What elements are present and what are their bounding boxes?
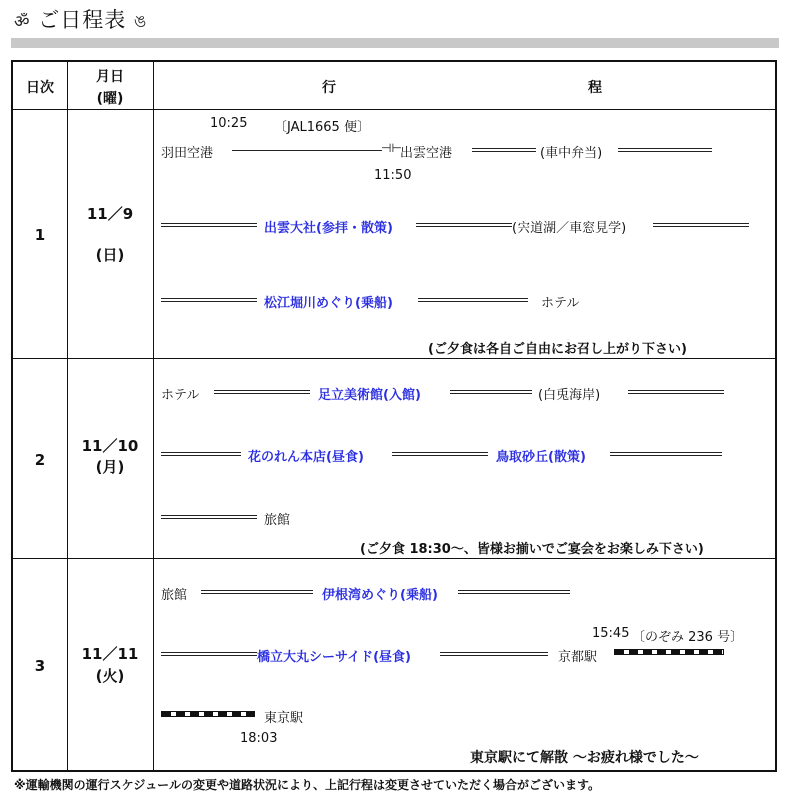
- col-divider-2: [153, 62, 154, 770]
- header-day: 日次: [26, 80, 54, 96]
- bus-route-line: [161, 452, 241, 456]
- row-divider-2: [13, 558, 775, 559]
- flight-route-line: [232, 150, 382, 151]
- day-3-train: 〔のぞみ 236 号〕: [632, 630, 744, 645]
- day-3-date: 11／11: [81, 645, 139, 663]
- bus-route-line: [161, 223, 257, 227]
- bus-route-line: [440, 652, 548, 656]
- bus-route-line: [618, 148, 712, 152]
- day-3-station-1: 京都駅: [558, 650, 598, 665]
- day-1-arrive-time: 11:50: [374, 168, 412, 183]
- day-3-start: 旅館: [161, 588, 188, 603]
- header-date-line2: (曜): [96, 91, 124, 107]
- day-1-meal: (車中弁当): [540, 146, 603, 161]
- bus-route-line: [161, 652, 257, 656]
- day-3-weekday: (火): [95, 667, 125, 685]
- bus-route-line: [628, 390, 724, 394]
- bus-route-line: [392, 452, 488, 456]
- footnote: ※運輸機関の運行スケジュールの変更や道路状況により、上記行程は変更させていただく場合がございます。: [14, 778, 600, 792]
- day-3-remark: 東京駅にて解散 ～お疲れ様でした～: [470, 750, 699, 766]
- day-2-spot-3: 鳥取砂丘(散策): [496, 450, 586, 465]
- schedule-table: [11, 60, 777, 772]
- bus-route-line: [450, 390, 532, 394]
- day-1-note-1: (宍道湖／車窓見学): [512, 221, 627, 236]
- day-1-depart: 羽田空港: [161, 146, 214, 161]
- day-3-spot-2: 橋立大丸シーサイド(昼食): [257, 650, 411, 665]
- ornament-left-icon: ॐ: [14, 12, 31, 32]
- day-1-weekday: (日): [95, 246, 125, 264]
- bus-route-line: [472, 148, 536, 152]
- day-3-station-2: 東京駅: [264, 711, 304, 726]
- day-1-number: 1: [34, 226, 46, 244]
- plane-mark-icon: ⊣⊢: [381, 141, 402, 155]
- bus-route-line: [610, 452, 722, 456]
- page-title-wrap: [14, 4, 147, 37]
- bus-route-line: [416, 223, 512, 227]
- page-title: ご日程表: [38, 8, 127, 32]
- train-route-line: [614, 649, 724, 655]
- day-2-spot-1: 足立美術館(入館): [318, 388, 421, 403]
- day-3-arrive-time: 18:03: [240, 731, 278, 746]
- day-1-flight: 〔JAL1665 便〕: [274, 120, 370, 135]
- day-2-spot-2: 花のれん本店(昼食): [248, 450, 364, 465]
- header-itinerary-1: 行: [322, 80, 336, 96]
- header-itinerary-2: 程: [588, 80, 602, 96]
- day-1-remark: (ご夕食は各自ご自由にお召し上がり下さい): [428, 342, 687, 357]
- day-2-date: 11／10: [81, 437, 139, 455]
- train-route-line: [161, 711, 255, 717]
- day-3-train-time: 15:45: [592, 626, 630, 641]
- day-1-spot-2: 松江堀川めぐり(乗船): [264, 296, 393, 311]
- day-1-arrive: 出雲空港: [400, 146, 453, 161]
- header-divider: [13, 109, 775, 110]
- day-1-end: ホテル: [541, 296, 580, 311]
- day-1-spot-1: 出雲大社(参拝・散策): [264, 221, 393, 236]
- bus-route-line: [161, 298, 257, 302]
- bus-route-line: [418, 298, 528, 302]
- day-1-date: 11／9: [86, 205, 134, 223]
- day-2-end: 旅館: [264, 513, 291, 528]
- day-2-weekday: (月): [95, 458, 125, 476]
- ornament-right-icon: ঙ: [133, 12, 148, 32]
- day-2-start: ホテル: [161, 388, 200, 403]
- day-3-spot-1: 伊根湾めぐり(乗船): [322, 588, 438, 603]
- bus-route-line: [214, 390, 310, 394]
- day-3-number: 3: [34, 657, 46, 675]
- day-1-flight-time: 10:25: [210, 116, 248, 131]
- title-underline-bar: [11, 38, 779, 48]
- header-date-line1: 月日: [96, 69, 124, 85]
- bus-route-line: [201, 590, 313, 594]
- day-2-note-1: (白兎海岸): [538, 388, 601, 403]
- bus-route-line: [161, 515, 257, 519]
- day-2-remark: (ご夕食 18:30～、皆様お揃いでご宴会をお楽しみ下さい): [360, 542, 704, 557]
- bus-route-line: [458, 590, 570, 594]
- row-divider-1: [13, 358, 775, 359]
- bus-route-line: [653, 223, 749, 227]
- day-2-number: 2: [34, 451, 46, 469]
